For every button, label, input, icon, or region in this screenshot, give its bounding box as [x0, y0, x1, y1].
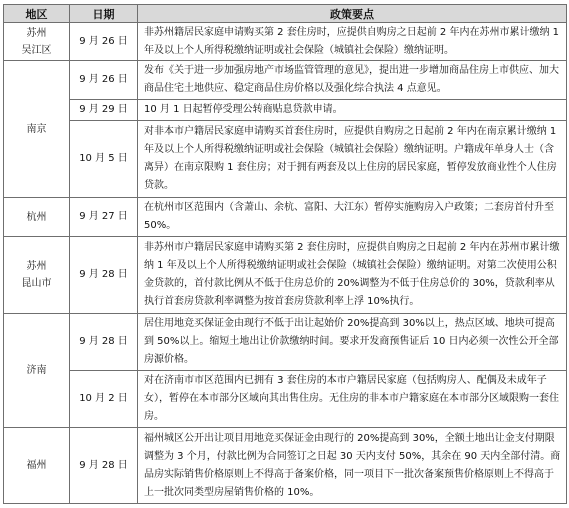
region-line: 苏州: [26, 27, 47, 39]
policy-cell: 在杭州市区范围内（含萧山、余杭、富阳、大江东）暂停实施购房入户政策；二套房首付升至 50%。: [138, 198, 567, 237]
date-cell: 9 月 29 日: [70, 100, 138, 121]
table-row: [4, 371, 567, 428]
policy-table: [3, 4, 567, 504]
region-line: 福州: [26, 460, 47, 471]
header-date: 日期: [70, 5, 138, 23]
date-cell: 9 月 28 日: [70, 237, 138, 314]
region-line: 南京: [26, 123, 47, 135]
date-cell: 9 月 26 日: [70, 61, 138, 100]
table-row: [4, 198, 567, 237]
policy-cell: 非苏州市户籍居民家庭申请购买第 2 套住房时，应提供自购房之日起前 2 年内在苏州市累计缴纳 1 年及以上个人所得税缴纳证明或社会保险（城镇社会保险）缴纳证明。对第二次使用公积金贷款的，首付款比例从不低于住房总价的 20%调整为不低于住房总价的 30%，贷款利率从执行首套房贷款利率调整为按首套房贷款利率上浮 10%执行。: [138, 237, 567, 314]
policy-cell: 对在济南市市区范围内已拥有 3 套住房的本市户籍居民家庭（包括购房人、配偶及未成年子女），暂停在本市部分区域向其出售住房。无住房的非本市户籍家庭在本市部分区域限购一套住房。: [138, 371, 567, 428]
date-cell: 9 月 28 日: [70, 314, 138, 371]
region-line: 吴江区: [21, 44, 52, 56]
region-cell: [4, 237, 70, 314]
region-line: 济南: [26, 365, 47, 376]
date-cell: 9 月 28 日: [70, 428, 138, 504]
table-row: [4, 237, 567, 314]
region-cell: [4, 61, 70, 198]
policy-cell: 发布《关于进一步加强房地产市场监管管理的意见》，提出进一步增加商品住房上市供应、加大商品住宅土地供应、稳定商品住房价格以及强化综合执法 4 点意见。: [138, 61, 567, 100]
header-policy: 政策要点: [138, 5, 567, 23]
region-line: 苏州: [26, 261, 47, 272]
date-cell: 9 月 26 日: [70, 23, 138, 61]
date-cell: 10 月 2 日: [70, 371, 138, 428]
policy-cell: 居住用地竞买保证金由现行不低于出让起始价 20%提高到 30%以上，热点区域、地块可提高到 50%以上。缩短土地出让价款缴纳时间。要求开发商预售证后 10 日内必须一次性公开全部房源价格。: [138, 314, 567, 371]
header-region: 地区: [4, 5, 70, 23]
date-cell: 10 月 5 日: [70, 121, 138, 198]
table-header-row: [4, 5, 567, 23]
region-cell: [4, 314, 70, 428]
table-row: [4, 121, 567, 198]
table-row: [4, 100, 567, 121]
region-line: 昆山市: [21, 278, 52, 289]
region-cell: [4, 198, 70, 237]
policy-table-container: [3, 4, 566, 504]
region-cell: [4, 23, 70, 61]
policy-cell: 非苏州籍居民家庭申请购买第 2 套住房时，应提供自购房之日起前 2 年内在苏州市累计缴纳 1 年及以上个人所得税缴纳证明或社会保险（城镇社会保险）缴纳证明。: [138, 23, 567, 61]
region-cell: [4, 428, 70, 504]
table-row: [4, 314, 567, 371]
table-row: [4, 61, 567, 100]
policy-cell: 10 月 1 日起暂停受理公转商贴息贷款申请。: [138, 100, 567, 121]
policy-cell: 对非本市户籍居民家庭申请购买首套住房时，应提供自购房之日起前 2 年内在南京累计缴纳 1 年及以上个人所得税缴纳证明或社会保险（城镇社会保险）缴纳证明。户籍成年单身人士（含离异）在南京限购 1 套住房；对于拥有两套及以上住房的居民家庭，暂停发放商业性个人住房贷款。: [138, 121, 567, 198]
table-row: [4, 23, 567, 61]
date-cell: 9 月 27 日: [70, 198, 138, 237]
policy-cell: 福州城区公开出让项目用地竞买保证金由现行的 20%提高到 30%，全额土地出让金支付期限调整为 3 个月，付款比例为合同签订之日起 30 天内支付 50%，其余在 90 天内全部付清。商品房实际销售价格原则上不得高于备案价格，同一项目下一批次备案预售价格原则上不得高于上一批次同类型房屋销售价格的 10%。: [138, 428, 567, 504]
table-row: [4, 428, 567, 504]
region-line: 杭州: [26, 211, 47, 223]
